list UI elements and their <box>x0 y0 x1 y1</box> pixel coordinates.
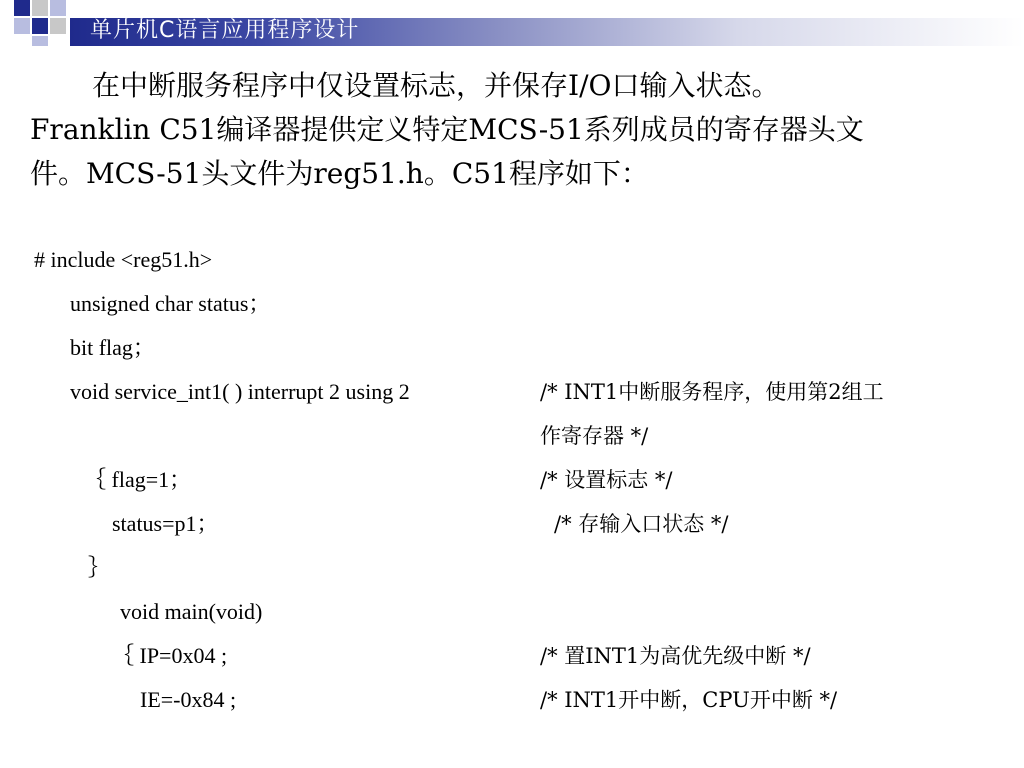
title-bar <box>0 0 1024 46</box>
intro-line: Franklin C51编译器提供定义特定MCS-51系列成员的寄存器头文 <box>30 113 864 146</box>
code-line: ｛ IP=0x04 ; <box>112 643 228 668</box>
decor-square <box>50 18 66 34</box>
code-comment: /* 设置标志 */ <box>540 468 673 492</box>
code-comment: /* INT1中断服务程序，使用第2组工 <box>540 380 884 404</box>
page-title: 单片机C语言应用程序设计 <box>90 18 360 43</box>
intro-line: 件。MCS-51头文件为reg51.h。C51程序如下： <box>30 157 649 190</box>
code-comment: /* 存输入口状态 */ <box>554 512 729 536</box>
decor-square <box>32 18 48 34</box>
code-line: status=p1； <box>112 511 219 536</box>
code-line: ｛ flag=1； <box>84 467 192 492</box>
intro-paragraph <box>30 64 1000 196</box>
code-line: IE=-0x84 ; <box>140 687 237 712</box>
decor-square <box>32 0 48 16</box>
code-line: void main(void) <box>120 599 263 624</box>
decor-square <box>14 18 30 34</box>
decor-square <box>50 0 66 16</box>
code-comment: 作寄存器 */ <box>540 424 649 448</box>
decor-square <box>32 36 48 46</box>
code-line: # include <reg51.h> <box>34 247 213 272</box>
intro-line: 在中断服务程序中仅设置标志，并保存I/O口输入状态。 <box>92 69 780 102</box>
code-line: void service_int1( ) interrupt 2 using 2 <box>70 379 410 404</box>
decor-square <box>14 0 30 16</box>
code-line: bit flag； <box>70 335 155 360</box>
code-line: unsigned char status； <box>70 291 271 316</box>
code-comment: /* INT1开中断，CPU开中断 */ <box>540 688 838 712</box>
code-line: ｝ <box>88 555 111 580</box>
code-comment: /* 置INT1为高优先级中断 */ <box>540 644 811 668</box>
